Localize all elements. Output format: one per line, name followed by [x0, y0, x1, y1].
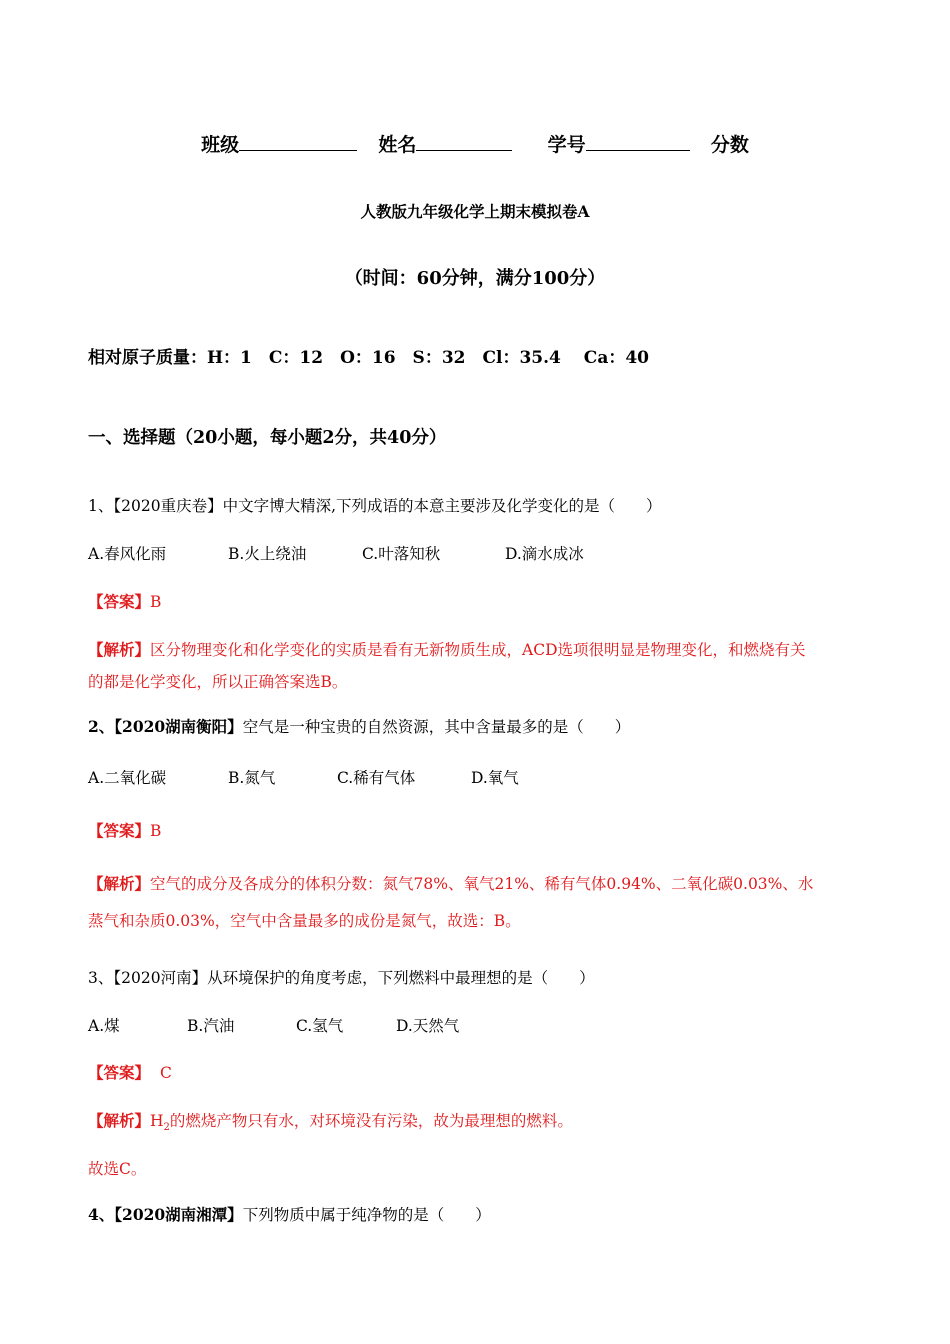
option-d[interactable]: D.天然气	[396, 1017, 460, 1035]
analysis-text: 空气的成分及各成分的体积分数：氮气78%、氧气21%、稀有气体0.94%、二氧化碳0.03%、水	[150, 875, 814, 893]
option-b[interactable]: B.氮气	[228, 769, 276, 787]
question-4	[88, 1203, 950, 1225]
analysis-text: 的燃烧产物只有水，对环境没有污染，故为最理想的燃料。	[169, 1112, 573, 1130]
option-c[interactable]: C.叶落知秋	[362, 545, 441, 563]
question-source: 【2020湖南湘潭】	[114, 1205, 243, 1224]
question-stem: 空气是一种宝贵的自然资源，其中含量最多的是（ ）	[242, 718, 631, 736]
question-number: 2、	[88, 717, 115, 736]
formula-subscript: 2	[163, 1122, 170, 1134]
analysis-label: 【解析】	[88, 1111, 151, 1130]
question-1	[88, 494, 950, 516]
answer-2	[88, 819, 950, 841]
atomic-masses: 相对原子质量：H：1 C：12 O：16 S：32 Cl：35.4 Ca：40	[88, 348, 649, 368]
analysis-2-line-1	[88, 872, 950, 894]
answer-3	[88, 1061, 950, 1083]
question-source: 【2020湖南衡阳】	[114, 717, 243, 736]
option-a[interactable]: A.二氧化碳	[88, 769, 167, 787]
analysis-text: 区分物理变化和化学变化的实质是看有无新物质生成，ACD选项很明显是物理变化，和燃烧有关	[150, 641, 806, 659]
id-label: 学号	[547, 134, 586, 156]
class-label: 班级	[201, 134, 240, 156]
answer-label: 【答案】	[88, 592, 151, 611]
analysis-label: 【解析】	[88, 874, 151, 893]
student-info-header	[0, 130, 950, 157]
answer-label: 【答案】	[88, 821, 151, 840]
question-number: 4、	[88, 1205, 115, 1224]
answer-1	[88, 590, 950, 612]
question-stem: 从环境保护的角度考虑，下列燃料中最理想的是（ ）	[207, 969, 595, 987]
question-2	[88, 715, 950, 737]
analysis-1-line-2: 的都是化学变化，所以正确答案选B。	[88, 673, 348, 691]
class-blank[interactable]	[239, 132, 357, 151]
option-a[interactable]: A.春风化雨	[88, 545, 167, 563]
option-b[interactable]: B.火上绕油	[228, 545, 307, 563]
analysis-1-line-1	[88, 638, 950, 660]
answer-value: B	[150, 822, 162, 840]
analysis-label: 【解析】	[88, 640, 151, 659]
question-source: 【2020河南】	[113, 969, 208, 987]
conclusion-3: 故选C。	[88, 1160, 147, 1178]
question-source: 【2020重庆卷】	[113, 497, 223, 515]
paper-subtitle: （时间：60分钟，满分100分）	[344, 268, 606, 289]
question-number: 3、	[88, 969, 114, 987]
name-label: 姓名	[378, 134, 417, 156]
option-d[interactable]: D.滴水成冰	[505, 545, 584, 563]
id-blank[interactable]	[586, 132, 690, 151]
name-blank[interactable]	[416, 132, 512, 151]
section-title: 一、选择题（20小题，每小题2分，共40分）	[88, 428, 447, 448]
question-stem: 中文字博大精深,下列成语的本意主要涉及化学变化的是（ ）	[222, 497, 662, 515]
answer-label: 【答案】	[88, 1063, 151, 1082]
score-label: 分数	[710, 134, 749, 156]
option-d[interactable]: D.氧气	[471, 769, 519, 787]
answer-value: B	[150, 593, 162, 611]
question-3	[88, 966, 950, 988]
option-c[interactable]: C.稀有气体	[337, 769, 416, 787]
formula-h: H	[150, 1112, 164, 1130]
answer-value: C	[160, 1064, 172, 1082]
analysis-2-line-2: 蒸气和杂质0.03%，空气中含量最多的成份是氮气，故选：B。	[88, 912, 521, 930]
question-number: 1、	[88, 497, 114, 515]
option-a[interactable]: A.煤	[88, 1017, 120, 1035]
option-b[interactable]: B.汽油	[187, 1017, 235, 1035]
paper-title: 人教版九年级化学上期末模拟卷A	[360, 202, 590, 221]
question-stem: 下列物质中属于纯净物的是（ ）	[242, 1206, 491, 1224]
option-c[interactable]: C.氢气	[296, 1017, 344, 1035]
analysis-3	[88, 1109, 950, 1133]
